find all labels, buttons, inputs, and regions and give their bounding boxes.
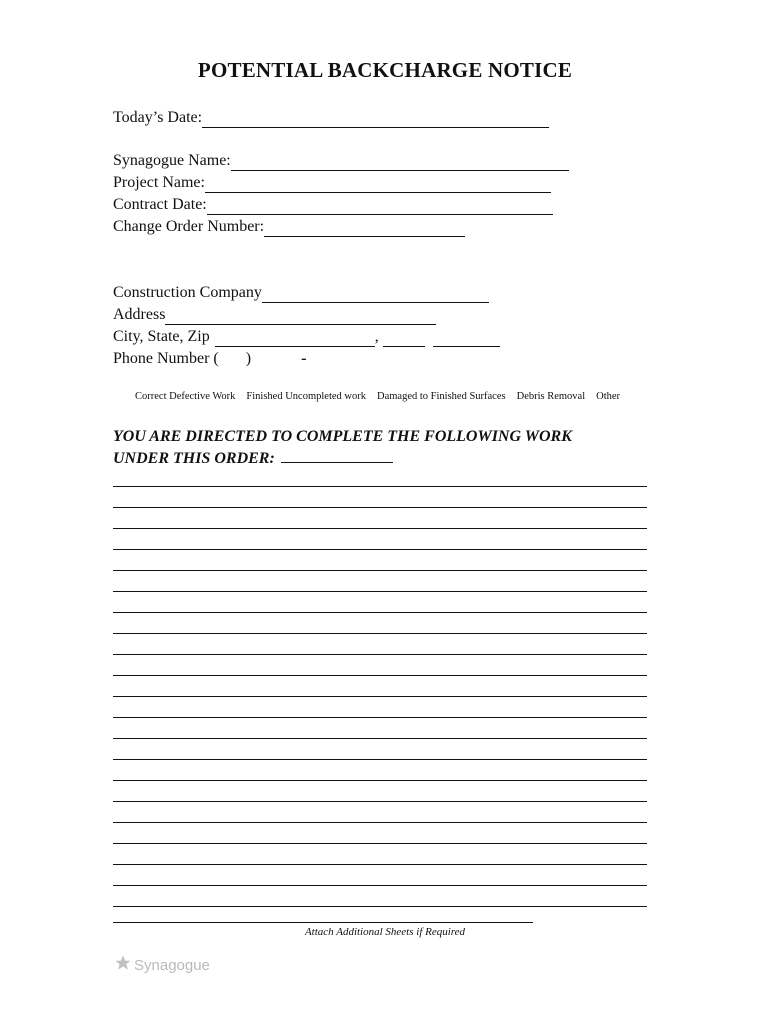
synagogue-name-label: Synagogue Name:: [113, 152, 231, 169]
work-description-line[interactable]: [113, 759, 647, 760]
work-description-line[interactable]: [113, 612, 647, 613]
zip-field[interactable]: [433, 330, 500, 347]
city-comma: ,: [374, 328, 379, 345]
work-description-line[interactable]: [113, 801, 647, 802]
option-other[interactable]: Other: [596, 391, 621, 402]
work-description-line-last[interactable]: [113, 922, 533, 923]
watermark-logo: [114, 954, 210, 977]
option-correct-defective-work[interactable]: Correct Defective Work: [135, 391, 236, 402]
work-description-line[interactable]: [113, 570, 647, 571]
project-name-label: Project Name:: [113, 174, 205, 191]
project-name-row: [113, 173, 551, 193]
work-description-line[interactable]: [113, 864, 647, 865]
address-label: Address: [113, 306, 166, 323]
work-description-line[interactable]: [113, 486, 647, 487]
todays-date-field[interactable]: [202, 111, 549, 128]
work-description-line[interactable]: [113, 738, 647, 739]
work-description-line[interactable]: [113, 549, 647, 550]
directive-line-2: UNDER THIS ORDER:: [113, 450, 275, 467]
change-order-row: [113, 217, 465, 237]
todays-date-row: [113, 108, 549, 128]
todays-date-label: Today’s Date:: [113, 109, 203, 126]
contract-date-label: Contract Date:: [113, 196, 207, 213]
phone-row: [113, 349, 306, 369]
backcharge-category-options: [135, 391, 620, 402]
work-description-line[interactable]: [113, 885, 647, 886]
work-description-line[interactable]: [113, 843, 647, 844]
address-row: [113, 305, 436, 325]
directive-line-2-row: [113, 447, 572, 469]
construction-company-row: [113, 283, 489, 303]
phone-dash: -: [301, 350, 307, 367]
phone-close-paren: ): [245, 350, 252, 367]
city-state-zip-row: [113, 327, 500, 347]
order-number-field[interactable]: [281, 447, 393, 463]
work-description-line[interactable]: [113, 675, 647, 676]
phone-label: Phone Number (: [113, 350, 219, 367]
project-name-field[interactable]: [205, 176, 551, 193]
star-logo-icon: [114, 954, 132, 977]
address-field[interactable]: [165, 308, 436, 325]
construction-company-field[interactable]: [262, 286, 489, 303]
contract-date-row: [113, 195, 553, 215]
work-description-line[interactable]: [113, 528, 647, 529]
change-order-field[interactable]: [264, 220, 465, 237]
form-title: POTENTIAL BACKCHARGE NOTICE: [197, 58, 573, 82]
option-finished-uncompleted-work[interactable]: Finished Uncompleted work: [246, 391, 366, 402]
work-description-line[interactable]: [113, 654, 647, 655]
construction-company-label: Construction Company: [113, 284, 262, 301]
work-description-line[interactable]: [113, 696, 647, 697]
synagogue-name-field[interactable]: [231, 154, 569, 171]
change-order-label: Change Order Number:: [113, 218, 265, 235]
work-description-line[interactable]: [113, 780, 647, 781]
synagogue-name-row: [113, 151, 569, 171]
work-description-line[interactable]: [113, 906, 647, 907]
directive-line-1: YOU ARE DIRECTED TO COMPLETE THE FOLLOWING WORK: [113, 428, 572, 445]
work-description-line[interactable]: [113, 717, 647, 718]
work-description-line[interactable]: [113, 591, 647, 592]
option-damaged-finished-surfaces[interactable]: Damaged to Finished Surfaces: [377, 391, 506, 402]
state-field[interactable]: [383, 330, 425, 347]
attach-sheets-note: Attach Additional Sheets if Required: [304, 926, 466, 938]
work-description-line[interactable]: [113, 633, 647, 634]
logo-text: Synagogue: [134, 957, 210, 974]
work-directive: [113, 426, 572, 469]
work-description-line[interactable]: [113, 822, 647, 823]
work-description-line[interactable]: [113, 507, 647, 508]
city-state-zip-label: City, State, Zip: [113, 328, 210, 345]
contract-date-field[interactable]: [207, 198, 553, 215]
option-debris-removal[interactable]: Debris Removal: [516, 391, 586, 402]
city-field[interactable]: [215, 330, 375, 347]
